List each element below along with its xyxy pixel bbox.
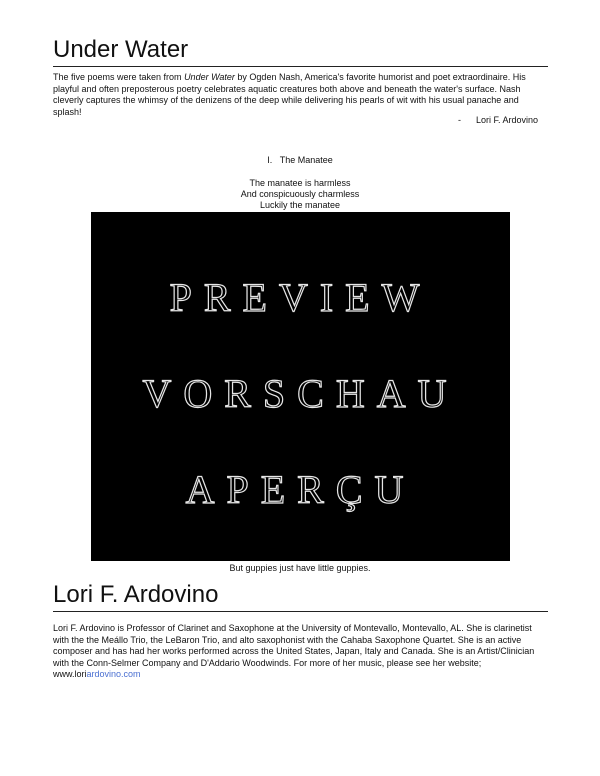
poem-line: And conspicuously charmless — [240, 189, 360, 199]
website-link[interactable]: ardovino.com — [86, 669, 141, 679]
intro-book-title: Under Water — [184, 72, 235, 82]
watermark-preview: PREVIEW — [169, 275, 432, 320]
poem-last-line: But guppies just have little guppies. — [229, 563, 371, 573]
intro-text-rest: by Ogden Nash, America's favorite humorist and poet extraordinaire. His playful and often preposterous poetry celebrates aquatic creatures both above and beneath the water's surface. Nash cleverly captures the whimsy of the denizens of the deep while delivering his pearls of wit with his usual panache and splash! — [53, 72, 526, 117]
bio-text: Lori F. Ardovino is Professor of Clarinet and Saxophone at the University of Montevallo, Montevallo, AL. She is clarinetist with the the Meállo Trio, the LeBaron Trio, and alto saxophonist with the Cahaba Saxophone Quartet. She is an active composer and has had her works performed across the United States, Japan, Italy and Canada. She is an Artist/Clinician with the Conn-Selmer Company and D'Addario Woodwinds. For more of her music, please see her website; www.lori — [53, 623, 535, 679]
poem-title — [150, 155, 450, 166]
poem-title-text: The Manatee — [279, 155, 333, 165]
attribution-dash: - — [458, 115, 461, 125]
attribution — [458, 115, 538, 126]
poem-line: The manatee is harmless — [249, 178, 351, 188]
intro-paragraph — [53, 72, 548, 118]
watermark-apercu: APERÇU — [185, 467, 416, 512]
section-title-under-water: Under Water — [53, 36, 548, 67]
section-title-author: Lori F. Ardovino — [53, 581, 548, 612]
poem-line: Luckily the manatee — [259, 200, 341, 210]
preview-watermark-overlay — [91, 212, 510, 561]
attribution-name: Lori F. Ardovino — [476, 115, 539, 125]
bio-paragraph — [53, 623, 548, 681]
intro-text-start: The five poems were taken from — [53, 72, 185, 82]
poem-number: I. — [267, 155, 273, 165]
watermark-vorschau: VORSCHAU — [142, 371, 459, 416]
poem-stanza — [150, 178, 450, 211]
